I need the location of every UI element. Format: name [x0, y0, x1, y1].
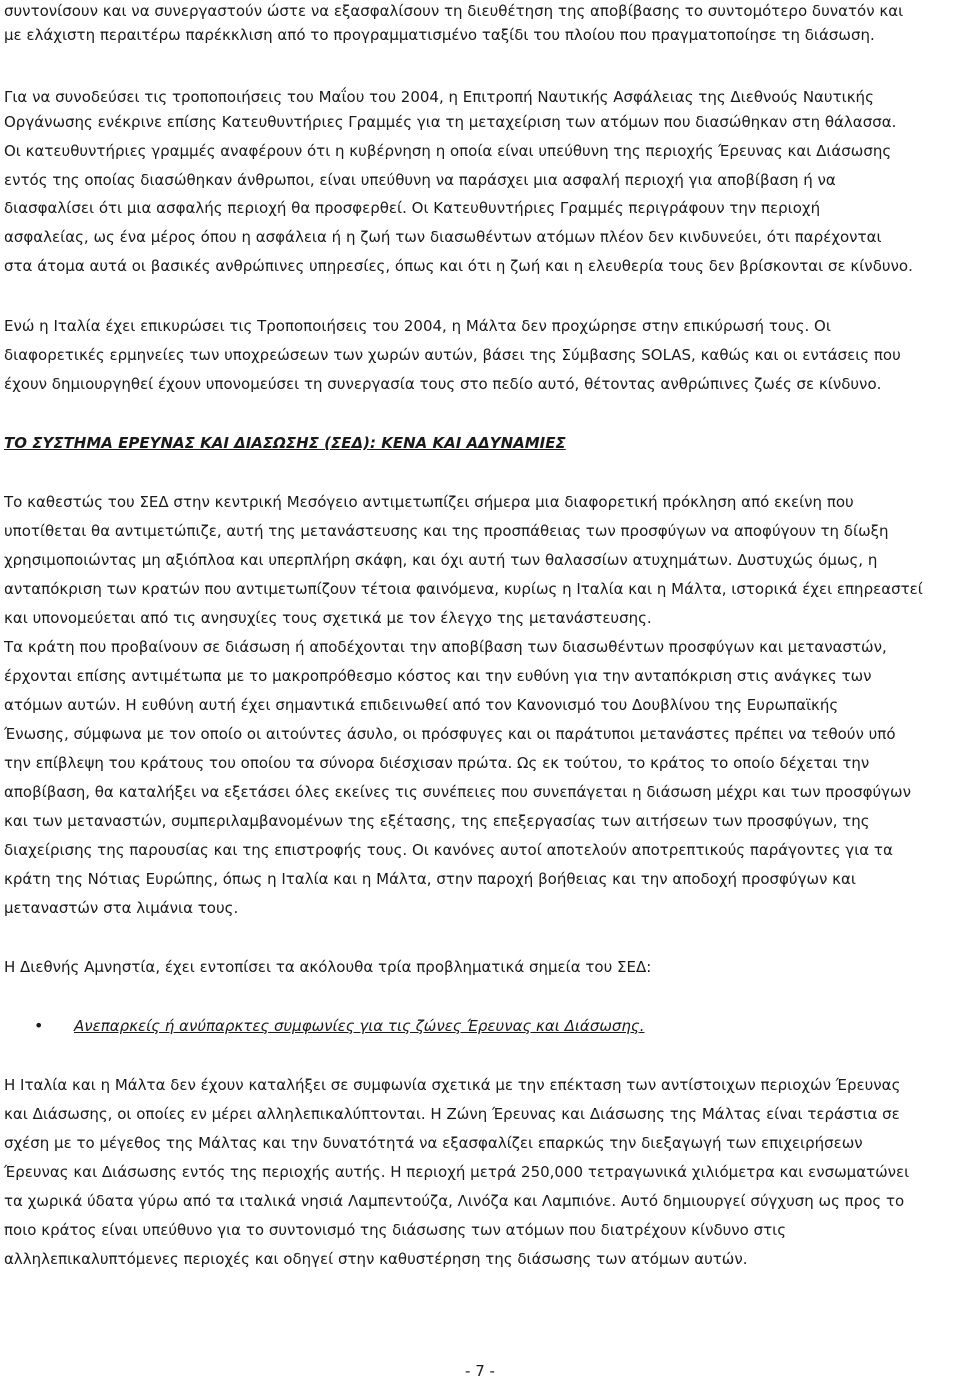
paragraph-line: Τα κράτη που προβαίνουν σε διάσωση ή αποδέχονται την αποβίβαση των διασωθέντων προσφύγων και μεταναστών, [4, 638, 887, 656]
paragraph-line: ανταπόκριση των κρατών που αντιμετωπίζουν τέτοια φαινόμενα, κυρίως η Ιταλία και η Μάλτα, ιστορικά έχει επηρεαστεί [4, 580, 923, 598]
paragraph-line: στα άτομα αυτά οι βασικές ανθρώπινες υπηρεσίες, όπως και ότι η ζωή και η ελευθερία τους δεν βρίσκονται σε κίνδυνο. [4, 257, 913, 275]
paragraph-line: και Διάσωσης, οι οποίες εν μέρει αλληλεπικαλύπτονται. Η Ζώνη Έρευνας και Διάσωσης της Μάλτας είναι τεράστια σε [4, 1105, 900, 1123]
bullet-item: Ανεπαρκείς ή ανύπαρκτες συμφωνίες για τις ζώνες Έρευνας και Διάσωσης. [74, 1017, 645, 1035]
paragraph-line: διασφαλίσει ότι μια ασφαλής περιοχή θα προσφερθεί. Οι Κατευθυντήριες Γραμμές περιγράφουν την περιοχή [4, 199, 821, 217]
paragraph-line: αλληλεπικαλυπτόμενες περιοχές και οδηγεί στην καθυστέρηση της διάσωσης των ατόμων αυτών. [4, 1250, 748, 1268]
paragraph-line: Οι κατευθυντήριες γραμμές αναφέρουν ότι η κυβέρνηση η οποία είναι υπεύθυνη της περιοχής Έρευνας και Διάσωσης [4, 142, 892, 160]
paragraph-line: διαχείρισης της παρουσίας και της επιστροφής τους. Οι κανόνες αυτοί αποτελούν αποτρεπτικούς παράγοντες για τα [4, 841, 893, 859]
paragraph-line: έχουν δημιουργηθεί έχουν υπονομεύσει τη συνεργασία τους στο πεδίο αυτό, θέτοντας ανθρώπινες ζωές σε κίνδυνο. [4, 375, 882, 393]
paragraph-line: και υπονομεύεται από τις ανησυχίες τους σχετικά με τον έλεγχο της μετανάστευσης. [4, 609, 652, 627]
bullet-marker: • [34, 1016, 44, 1035]
paragraph-line: με ελάχιστη περαιτέρω παρέκκλιση από το προγραμματισμένο ταξίδι του πλοίου που πραγματοποίησε τη διάσωση. [4, 26, 875, 44]
paragraph-line: Ενώ η Ιταλία έχει επικυρώσει τις Τροποποιήσεις του 2004, η Μάλτα δεν προχώρησε στην επικύρωσή τους. Οι [4, 317, 831, 335]
paragraph-line: Η Ιταλία και η Μάλτα δεν έχουν καταλήξει σε συμφωνία σχετικά με την επέκταση των αντίστοιχων περιοχών Έρευνας [4, 1076, 901, 1094]
paragraph-line: υποτίθεται θα αντιμετώπιζε, αυτή της μετανάστευσης και της προσπάθειας των προσφύγων να αποφύγουν τη δίωξη [4, 522, 889, 540]
paragraph-line: έρχονται επίσης αντιμέτωπα με το μακροπρόθεσμο κόστος και την ευθύνη για την ανταπόκριση στις ανάγκες των [4, 667, 872, 685]
paragraph-line: διαφορετικές ερμηνείες των υποχρεώσεων των χωρών αυτών, βάσει της Σύμβασης SOLAS, καθώς και οι εντάσεις που [4, 346, 901, 364]
paragraph-line: σχέση με το μέγεθος της Μάλτας και την δυνατότητά να εξασφαλίζει επαρκώς την διεξαγωγή των επιχειρήσεων [4, 1134, 863, 1152]
section-heading: ΤΟ ΣΥΣΤΗΜΑ ΕΡΕΥΝΑΣ ΚΑΙ ΔΙΑΣΩΣΗΣ (ΣΕΔ): ΚΕΝΑ ΚΑΙ ΑΔΥΝΑΜΙΕΣ [4, 434, 566, 452]
paragraph-line: ποιο κράτος είναι υπεύθυνο για το συντονισμό της διάσωσης των ατόμων που διατρέχουν κίνδυνο στις [4, 1221, 787, 1239]
paragraph-line: και των μεταναστών, συμπεριλαμβανομένων της εξέτασης, της επεξεργασίας των αιτήσεων των προσφύγων, της [4, 812, 870, 830]
paragraph-line: ατόμων αυτών. Η ευθύνη αυτή έχει σημαντικά επιδεινωθεί από τον Κανονισμό του Δουβλίνου της Ευρωπαϊκής [4, 696, 839, 714]
paragraph-line: ασφαλείας, ως ένα μέρος όπου η ασφάλεια ή η ζωή των διασωθέντων ατόμων πλέον δεν κινδυνεύει, ότι παρέχονται [4, 228, 882, 246]
paragraph-line: Το καθεστώς του ΣΕΔ στην κεντρική Μεσόγειο αντιμετωπίζει σήμερα μια διαφορετική πρόκληση από εκείνη που [4, 493, 854, 511]
paragraph-line: μεταναστών στα λιμάνια τους. [4, 899, 239, 917]
paragraph-line: χρησιμοποιώντας μη αξιόπλοα και υπερπλήρη σκάφη, και όχι αυτή των θαλασσίων ατυχημάτων. Δυστυχώς όμως, η [4, 551, 878, 569]
paragraph-line: Οργάνωσης ενέκρινε επίσης Κατευθυντήριες Γραμμές για τη μεταχείριση των ατόμων που διασώθηκαν στη θάλασσα. [4, 113, 897, 131]
paragraph-line: Έρευνας και Διάσωσης εντός της περιοχής αυτής. Η περιοχή μετρά 250,000 τετραγωνικά χιλιόμετρα και ενσωματώνει [4, 1163, 910, 1181]
paragraph-line: Για να συνοδεύσει τις τροποποιήσεις του Μαΐου του 2004, η Επιτροπή Ναυτικής Ασφάλειας της Διεθνούς Ναυτικής [4, 88, 874, 106]
paragraph-line: τα χωρικά ύδατα γύρω από τα ιταλικά νησιά Λαμπεντούζα, Λινόζα και Λαμπιόνε. Αυτό δημιουργεί σύγχυση ως προς το [4, 1192, 905, 1210]
paragraph-line: συντονίσουν και να συνεργαστούν ώστε να εξασφαλίσουν τη διευθέτηση της αποβίβασης το συντομότερο δυνατόν και [4, 2, 904, 20]
paragraph-line: την επίβλεψη του κράτους του οποίου τα σύνορα διέσχισαν πρώτα. Ως εκ τούτου, το κράτος το οποίο δέχεται την [4, 754, 870, 772]
page-number: - 7 - [465, 1362, 495, 1380]
paragraph-line: αποβίβαση, θα καταλήξει να εξετάσει όλες εκείνες τις συνέπειες που συνεπάγεται η διάσωση μέχρι και των προσφύγων [4, 783, 911, 801]
paragraph-line: Ένωσης, σύμφωνα με τον οποίο οι αιτούντες άσυλο, οι πρόσφυγες και οι παράτυποι μετανάστες πρέπει να τεθούν υπό [4, 725, 896, 743]
paragraph-line: Η Διεθνής Αμνηστία, έχει εντοπίσει τα ακόλουθα τρία προβληματικά σημεία του ΣΕΔ: [4, 958, 652, 976]
paragraph-line: εντός της οποίας διασώθηκαν άνθρωποι, είναι υπεύθυνη να παράσχει μια ασφαλή περιοχή για αποβίβαση ή να [4, 171, 836, 189]
paragraph-line: κράτη της Νότιας Ευρώπης, όπως η Ιταλία και η Μάλτα, στην παροχή βοήθειας και την αποδοχή προσφύγων και [4, 870, 856, 888]
